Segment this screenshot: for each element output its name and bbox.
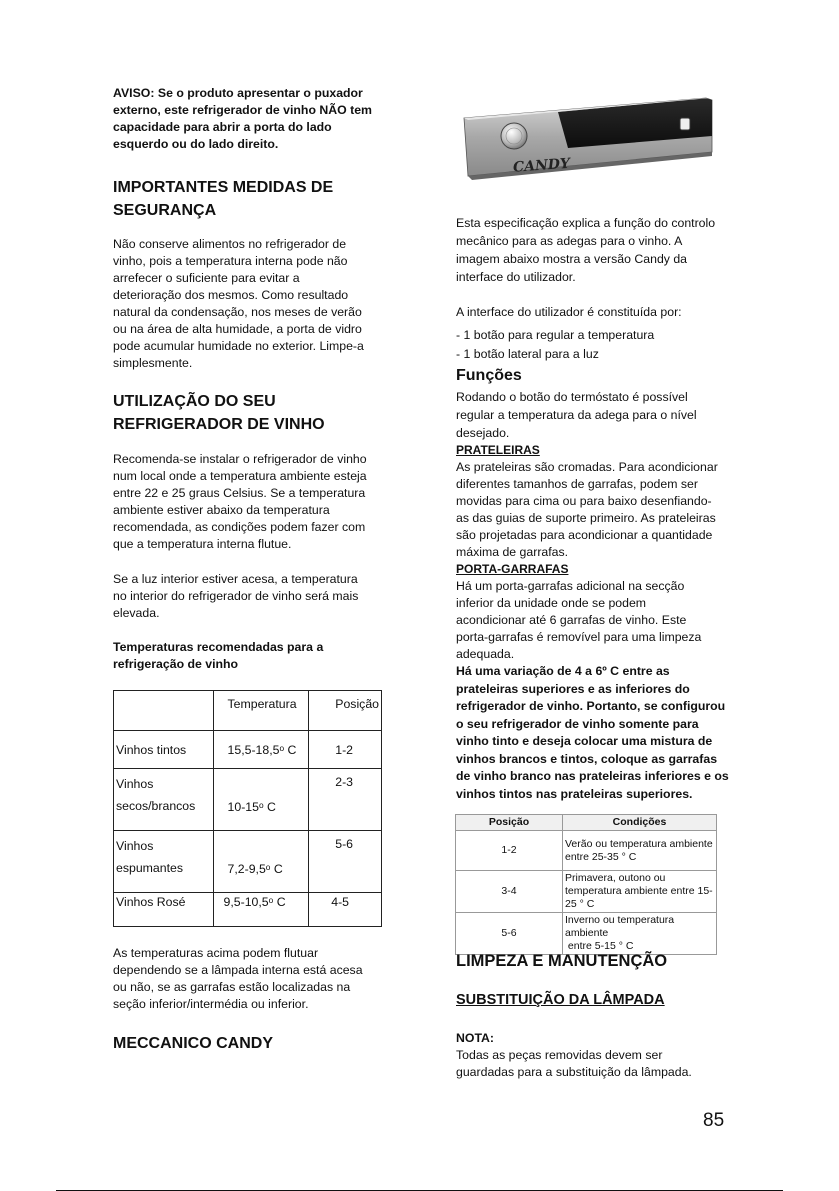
heading-line: MECCANICO CANDY xyxy=(113,1035,273,1052)
text-line: Não conserve alimentos no refrigerador de xyxy=(113,237,347,251)
page-number: 85 xyxy=(703,1110,725,1131)
usage-text-1 xyxy=(113,451,367,553)
variation-text xyxy=(456,663,729,803)
heading-line: REFRIGERADOR DE VINHO xyxy=(113,416,325,433)
table-header-cell: Temperatura xyxy=(213,691,309,731)
pos-cell: 3-4 xyxy=(456,871,563,913)
brand-logo: CANDY xyxy=(512,155,571,176)
pos-cell: 1-2 xyxy=(456,831,563,871)
text-line: que a temperatura interna flutue. xyxy=(113,537,292,551)
wine-cooler-control-panel-image xyxy=(458,90,716,190)
text-line: ou na área de alta humidade, a porta de vidro xyxy=(113,322,362,336)
text-line: dependendo se a lâmpada interna está acesa xyxy=(113,963,363,977)
text-line: entre 22 e 25 graus Celsius. Se a temperatura xyxy=(113,486,366,500)
table-row xyxy=(114,893,382,927)
cond-cell xyxy=(563,913,717,955)
text-line: de vinho branco nas prateleiras inferiores e os xyxy=(456,769,729,783)
aviso-line: externo, este refrigerador de vinho NÃO tem xyxy=(113,103,372,117)
text-line: interface do utilizador. xyxy=(456,270,576,284)
wine-cell xyxy=(114,769,214,831)
product-image xyxy=(458,90,716,190)
text-line: recomendada, as condições podem fazer com xyxy=(113,520,366,534)
spec-paragraph xyxy=(456,214,715,286)
cond-line: Primavera, outono ou xyxy=(565,872,666,884)
heading-line: LIMPEZA E MANUTENÇÃO xyxy=(456,952,668,970)
text-line: vinho, pois a temperatura interna pode não xyxy=(113,254,348,268)
cond-line: Verão ou temperatura ambiente xyxy=(565,837,713,850)
text-line: adequada. xyxy=(456,647,515,661)
cleaning-heading xyxy=(456,950,667,973)
text-line: refrigerador de vinho. Portanto, se configurou xyxy=(456,699,726,713)
table-row xyxy=(114,769,382,831)
table-header-cell: Posição xyxy=(456,815,563,831)
text-line: refrigeração de vinho xyxy=(113,657,239,671)
functions-text xyxy=(456,388,697,442)
text-line: deterioração dos mesmos. Como resultado xyxy=(113,288,349,302)
text-line: Há um porta-garrafas adicional na secção xyxy=(456,579,685,593)
rack-heading: PORTA-GARRAFAS xyxy=(456,562,569,576)
nota-section xyxy=(456,1030,736,1081)
text-line: diferentes tamanhos de garrafas, podem ser xyxy=(456,477,698,491)
text-line: Recomenda-se instalar o refrigerador de vinho xyxy=(113,452,367,466)
temp-cell: 7,2-9,5ᵒ C xyxy=(213,831,309,893)
text-line: As temperaturas acima podem flutuar xyxy=(113,946,319,960)
table-header-cell xyxy=(114,691,214,731)
text-line: Todas as peças removidas devem ser xyxy=(456,1048,663,1062)
text-line: arrefecer o suficiente para evitar a xyxy=(113,271,300,285)
shelves-text xyxy=(456,459,718,561)
text-line: As prateleiras são cromadas. Para acondicionar xyxy=(456,460,718,474)
table-row xyxy=(456,831,717,871)
safety-text xyxy=(113,236,364,372)
text-line: movidas para cima ou para baixo desenfiando- xyxy=(456,494,712,508)
text-line: simplesmente. xyxy=(113,356,193,370)
heading-line: SEGURANÇA xyxy=(113,202,217,219)
text-line: são projetadas para acondicionar a quantidade xyxy=(456,528,713,542)
text-line: o seu refrigerador de vinho somente para xyxy=(456,716,699,731)
text-line: imagem abaixo mostra a versão Candy da xyxy=(456,252,688,266)
table-row xyxy=(114,831,382,893)
pos-cell: 5-6 xyxy=(456,913,563,955)
table-row xyxy=(114,731,382,769)
table-header-row xyxy=(456,815,717,831)
text-line: ambiente estiver abaixo da temperatura xyxy=(113,503,330,517)
nota-label: NOTA: xyxy=(456,1031,495,1045)
text-line: Esta especificação explica a função do controlo xyxy=(456,216,716,230)
cond-line: Inverno ou temperatura xyxy=(565,914,675,926)
meccanico-heading xyxy=(113,1032,273,1055)
aviso-line: capacidade para abrir a porta do lado xyxy=(113,120,332,134)
text-line: guardadas para a substituição da lâmpada. xyxy=(456,1065,692,1079)
heading-line: UTILIZAÇÃO DO SEU xyxy=(113,393,276,410)
wine-line: espumantes xyxy=(116,861,183,875)
cond-line: entre 5-15 ° C xyxy=(565,940,634,952)
wine-line: secos/brancos xyxy=(116,799,196,813)
text-line: Rodando o botão do termóstato é possível xyxy=(456,390,688,404)
wine-cell xyxy=(114,831,214,893)
pos-cell: 2-3 xyxy=(309,769,382,831)
aviso-paragraph xyxy=(113,85,372,153)
temperature-table xyxy=(113,690,382,927)
wine-line: Vinhos xyxy=(116,777,154,791)
text-line: acondicionar até 6 garrafas de vinho. Este xyxy=(456,613,687,627)
aviso-line: AVISO: Se o produto apresentar o puxador xyxy=(113,86,363,100)
text-line: as das guias de suporte primeiro. As prateleiras xyxy=(456,511,716,525)
interface-item: - 1 botão lateral para a luz xyxy=(456,347,599,361)
text-line: seção inferior/intermédia ou inferior. xyxy=(113,997,309,1011)
pos-cell: 4-5 xyxy=(309,893,382,927)
text-line: Há uma variação de 4 a 6º C entre as xyxy=(456,664,670,678)
text-line: num local onde a temperatura ambiente esteja xyxy=(113,469,367,483)
safety-heading xyxy=(113,176,333,222)
aviso-line: esquerdo ou do lado direito. xyxy=(113,137,279,151)
table-header-cell: Posição xyxy=(309,691,382,731)
text-line: vinhos tintos nas prateleiras superiores. xyxy=(456,786,693,801)
text-line: vinhos brancos e tintos, coloque as garrafas xyxy=(456,751,718,766)
usage-text-2 xyxy=(113,571,358,622)
table-header-cell: Condições xyxy=(563,815,717,831)
text-line: porta-garrafas é removível para uma limpeza xyxy=(456,630,702,644)
text-line: mecânico para as adegas para o vinho. A xyxy=(456,234,683,248)
wine-cell: Vinhos Rosé xyxy=(114,893,214,927)
pos-cell: 1-2 xyxy=(309,731,382,769)
interface-intro: A interface do utilizador é constituída por: xyxy=(456,305,682,319)
temp-cell: 10-15ᵒ C xyxy=(213,769,309,831)
text-line: Se a luz interior estiver acesa, a temperatura xyxy=(113,572,358,586)
text-line: pode acumular humidade no exterior. Limpe-a xyxy=(113,339,364,353)
text-line: regular a temperatura da adega para o nível xyxy=(456,408,697,422)
text-line: máxima de garrafas. xyxy=(456,545,569,559)
interface-item: - 1 botão para regular a temperatura xyxy=(456,328,655,342)
text-line: elevada. xyxy=(113,606,160,620)
text-line: Temperaturas recomendadas para a xyxy=(113,640,324,654)
text-line: prateleiras superiores e as inferiores do xyxy=(456,681,690,696)
shelves-heading: PRATELEIRAS xyxy=(456,443,540,457)
cond-line: entre 25-35 ° C xyxy=(565,850,637,863)
after-table-text xyxy=(113,945,388,1013)
cond-line: ambiente xyxy=(565,927,609,939)
text-line: inferior da unidade onde se podem xyxy=(456,596,647,610)
table-row xyxy=(456,871,717,913)
rack-text xyxy=(456,578,701,663)
text-line: vinho tinto e deseja colocar uma mistura de xyxy=(456,734,713,748)
cond-cell xyxy=(563,831,717,871)
text-line: natural da condensação, nos meses de verão xyxy=(113,305,362,319)
cond-line: temperatura ambiente entre 15- xyxy=(565,885,713,897)
heading-line: IMPORTANTES MEDIDAS DE xyxy=(113,179,334,196)
heading-line: SUBSTITUIÇÃO DA LÂMPADA xyxy=(456,992,665,1008)
functions-heading: Funções xyxy=(456,367,522,384)
temp-cell: 9,5-10,5ᵒ C xyxy=(213,893,309,927)
temps-heading xyxy=(113,639,323,673)
cond-line: 25 ° C xyxy=(565,898,595,910)
usage-heading xyxy=(113,390,325,436)
table-row xyxy=(456,913,717,955)
text-line: desejado. xyxy=(456,426,510,440)
text-line: ou não, se as garrafas estão localizadas na xyxy=(113,980,351,994)
text-line: no interior do refrigerador de vinho será mais xyxy=(113,589,359,603)
wine-cell: Vinhos tintos xyxy=(114,731,214,769)
cond-cell xyxy=(563,871,717,913)
conditions-table xyxy=(455,814,717,955)
wine-line: Vinhos xyxy=(116,839,154,853)
pos-cell: 5-6 xyxy=(309,831,382,893)
temp-cell: 15,5-18,5ᵒ C xyxy=(213,731,309,769)
lamp-heading xyxy=(456,989,665,1012)
table-header-row xyxy=(114,691,382,731)
